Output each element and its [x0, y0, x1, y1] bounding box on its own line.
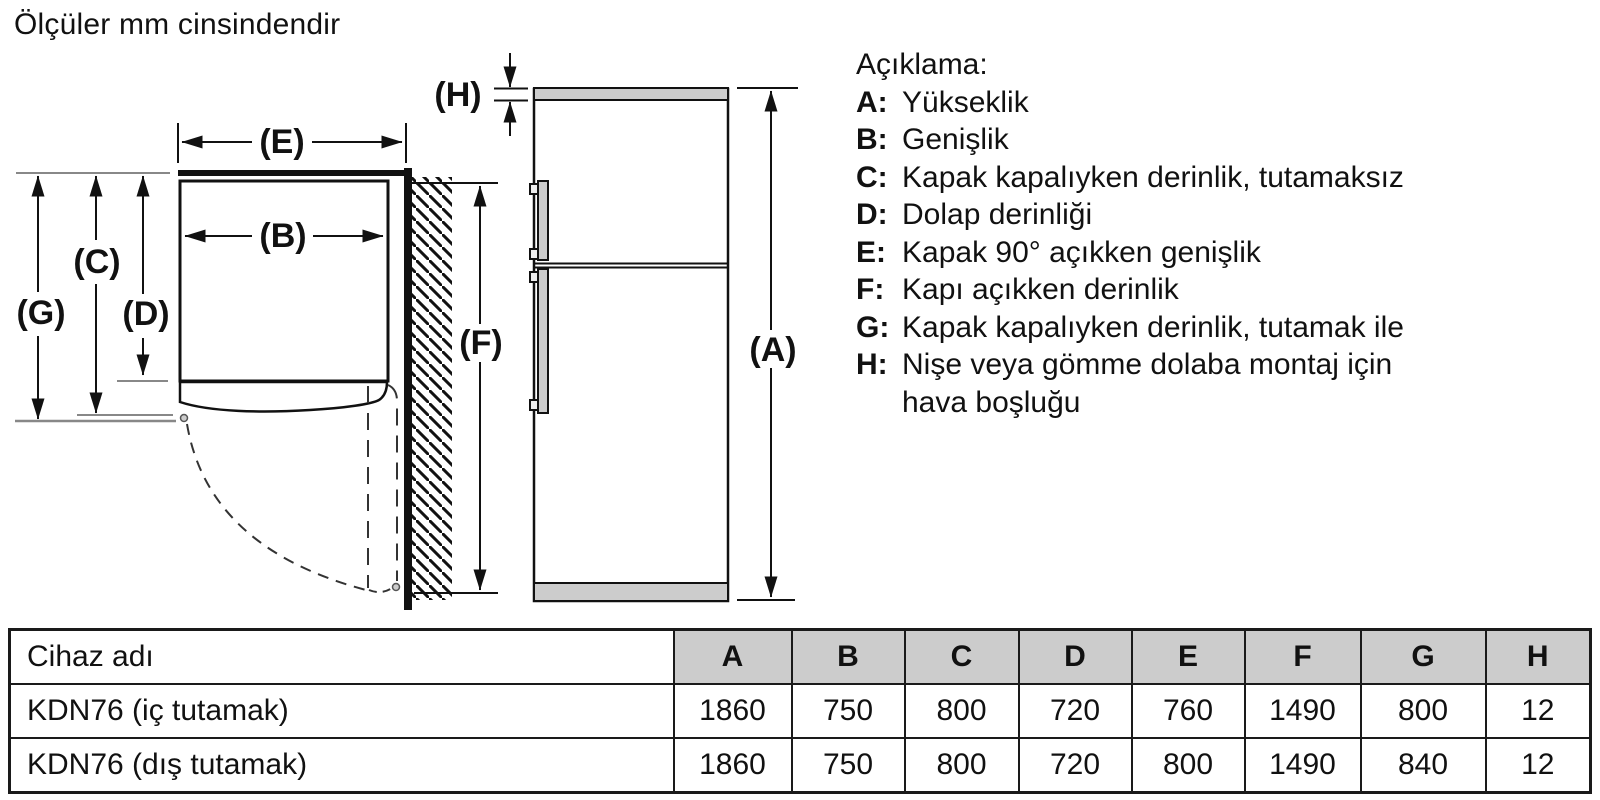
- legend-text: Kapı açıkken derinlik: [902, 273, 1179, 306]
- col-header-e: E: [1132, 630, 1245, 685]
- legend-letter: E:: [856, 235, 886, 269]
- legend-text: Kapak kapalıyken derinlik, tutamak ile: [902, 310, 1404, 344]
- legend-letter: B:: [856, 123, 888, 156]
- dim-label-f: (F): [459, 324, 503, 362]
- table-cell: 1860: [674, 684, 792, 738]
- col-header-d: D: [1019, 630, 1132, 685]
- table-cell: 720: [1019, 684, 1132, 738]
- col-header-b: B: [792, 630, 905, 685]
- legend-item-h: [856, 346, 1562, 384]
- table-cell: 800: [1132, 738, 1245, 793]
- legend-text: Yükseklik: [902, 85, 1029, 119]
- legend-letter: [856, 384, 902, 422]
- table-cell: 12: [1486, 684, 1591, 738]
- legend-letter: D:: [856, 198, 888, 231]
- door-closed-top-view: [180, 382, 387, 411]
- page-title: Ölçüler mm cinsindendir: [14, 8, 341, 41]
- legend-text: Kapak 90° açıkken genişlik: [902, 235, 1261, 269]
- legend-letter: A:: [856, 85, 888, 119]
- legend-text: hava boşluğu: [902, 385, 1081, 419]
- legend-item-d: [856, 196, 1562, 234]
- legend-item-g: [856, 309, 1562, 347]
- table-cell: 800: [1361, 684, 1486, 738]
- legend-text: Dolap derinliği: [902, 198, 1093, 231]
- dim-label-d: (D): [122, 295, 170, 333]
- plan-view: [16, 168, 452, 610]
- table-cell: 1490: [1245, 684, 1361, 738]
- door-handle-closed: [181, 415, 188, 422]
- side-wall: [404, 168, 412, 610]
- fridge-side-outline: [534, 89, 728, 601]
- legend-text: Kapak kapalıyken derinlik, tutamaksız: [902, 160, 1404, 194]
- table-cell: 12: [1486, 738, 1591, 793]
- dim-label-h: (H): [434, 76, 482, 114]
- table-cell: 800: [905, 684, 1019, 738]
- table-cell: 760: [1132, 684, 1245, 738]
- dim-label-g: (G): [16, 294, 66, 332]
- col-header-h: H: [1486, 630, 1591, 685]
- col-header-g: G: [1361, 630, 1486, 685]
- door-open-outer-edge: [388, 385, 397, 581]
- table-row: [10, 738, 1591, 793]
- legend: [856, 46, 1562, 421]
- dim-label-e: (E): [259, 123, 305, 161]
- legend-item-e: [856, 234, 1562, 272]
- legend-item-f: [856, 271, 1562, 309]
- side-view: [530, 88, 728, 601]
- col-header-c: C: [905, 630, 1019, 685]
- fridge-base: [534, 583, 728, 601]
- fridge-top-cap: [534, 88, 728, 100]
- technical-drawing: [0, 0, 830, 620]
- legend-title: Açıklama:: [856, 48, 988, 81]
- dimensions-table: [8, 628, 1592, 794]
- legend-text: Genişlik: [902, 123, 1009, 156]
- table-cell: 840: [1361, 738, 1486, 793]
- door-open-bottom-edge: [369, 588, 392, 592]
- legend-item-a: [856, 84, 1562, 122]
- legend-letter: G:: [856, 310, 890, 344]
- dim-label-c: (C): [73, 243, 121, 281]
- table-cell: 1860: [674, 738, 792, 793]
- legend-letter: F:: [856, 273, 885, 306]
- door-handle-open: [393, 584, 400, 591]
- col-header-f: F: [1245, 630, 1361, 685]
- dim-label-a: (A): [749, 331, 797, 369]
- table-cell: 1490: [1245, 738, 1361, 793]
- col-header-device: Cihaz adı: [10, 630, 674, 685]
- cabinet-top-view: [180, 181, 388, 381]
- table-header-row: [10, 630, 1591, 685]
- legend-item-h-wrap: [856, 384, 1562, 422]
- legend-item-c: [856, 159, 1562, 197]
- device-name: KDN76 (dış tutamak): [10, 738, 674, 793]
- table-cell: 800: [905, 738, 1019, 793]
- legend-letter: H:: [856, 348, 888, 381]
- wall-hatching: [412, 177, 452, 600]
- legend-item-b: [856, 121, 1562, 159]
- legend-letter: C:: [856, 160, 888, 194]
- upper-door-handle: [538, 181, 548, 260]
- table-cell: 750: [792, 684, 905, 738]
- door-swing-arc: [187, 424, 366, 590]
- legend-text: Nişe veya gömme dolaba montaj için: [902, 348, 1393, 381]
- dim-label-b: (B): [259, 217, 307, 255]
- table-cell: 750: [792, 738, 905, 793]
- col-header-a: A: [674, 630, 792, 685]
- table-row: [10, 684, 1591, 738]
- lower-door-handle: [538, 269, 548, 413]
- table-cell: 720: [1019, 738, 1132, 793]
- device-name: KDN76 (iç tutamak): [10, 684, 674, 738]
